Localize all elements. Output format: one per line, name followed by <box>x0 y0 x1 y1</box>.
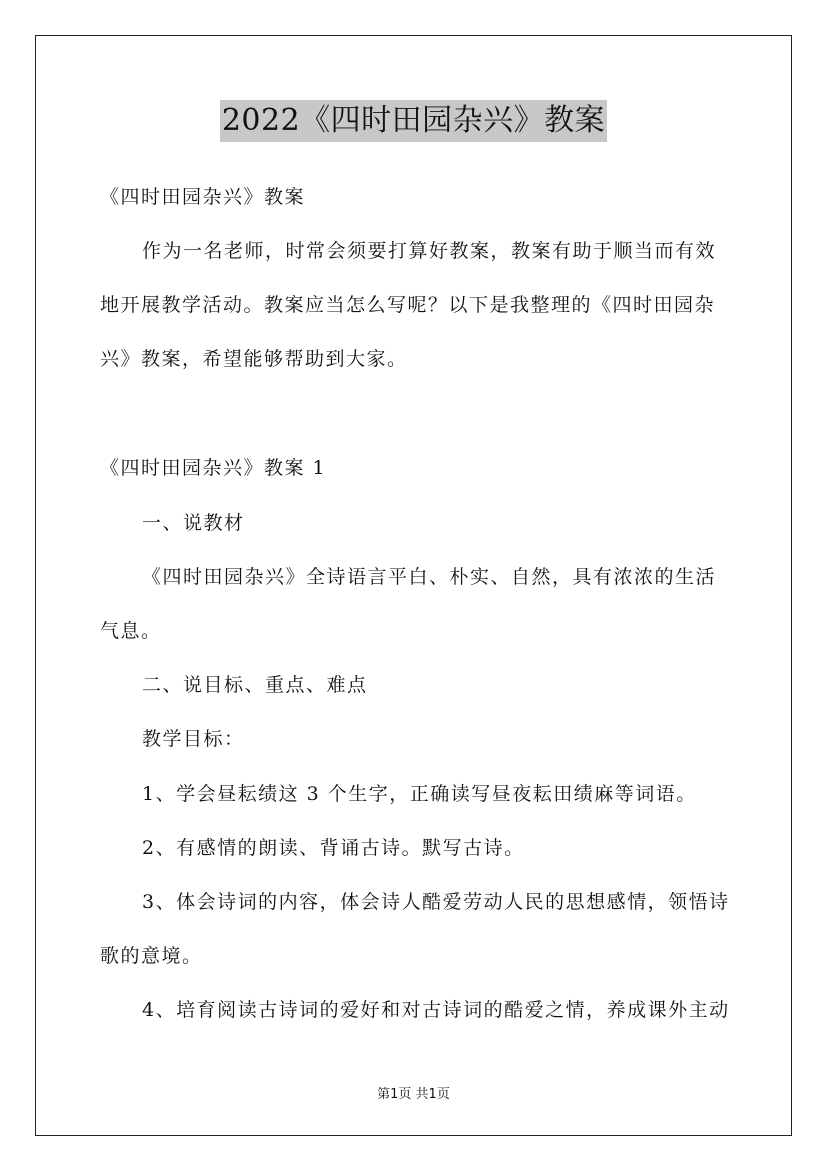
paragraph-line: 地开展教学活动。教案应当怎么写呢？以下是我整理的《四时田园杂 <box>100 294 716 316</box>
title-container <box>0 100 827 142</box>
paragraph-line: 气息。 <box>100 620 162 642</box>
paragraph-line: 兴》教案，希望能够帮助到大家。 <box>100 348 408 370</box>
section-heading: 《四时田园杂兴》教案 1 <box>100 457 327 479</box>
list-item: 1、学会昼耘绩这 3 个生字，正确读写昼夜耘田绩麻等词语。 <box>142 783 697 805</box>
subsection-heading: 二、说目标、重点、难点 <box>142 674 368 696</box>
paragraph-line: 作为一名老师，时常会须要打算好教案，教案有助于顺当而有效 <box>142 240 717 262</box>
page-footer: 第1页 共1页 <box>377 1087 450 1102</box>
paragraph-line: 教学目标： <box>142 728 245 750</box>
list-item: 3、体会诗词的内容，体会诗人酷爱劳动人民的思想感情，领悟诗 <box>142 891 730 913</box>
list-item: 2、有感情的朗读、背诵古诗。默写古诗。 <box>142 837 525 859</box>
paragraph-line: 《四时田园杂兴》全诗语言平白、朴实、自然，具有浓浓的生活 <box>142 566 717 588</box>
list-item-continuation: 歌的意境。 <box>100 945 203 967</box>
subsection-heading: 一、说教材 <box>142 512 245 534</box>
list-item: 4、培育阅读古诗词的爱好和对古诗词的酷爱之情，养成课外主动 <box>142 999 730 1021</box>
document-title: 2022《四时田园杂兴》教案 <box>220 100 607 142</box>
heading-line: 《四时田园杂兴》教案 <box>100 186 306 208</box>
